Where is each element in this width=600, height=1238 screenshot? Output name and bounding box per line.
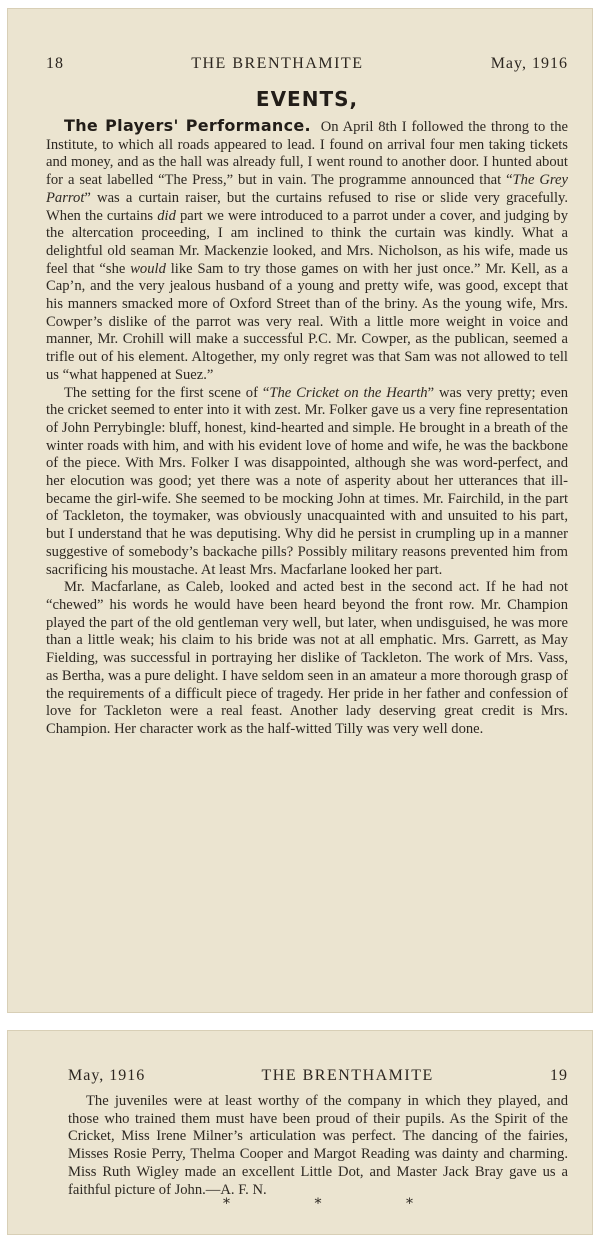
article-body <box>68 1093 568 1199</box>
magazine-title: THE BRENTHAMITE <box>261 1067 434 1084</box>
text-run: ” was a curtain raiser, but the curtains refused to rise or slide very gracefully. When the curtains <box>46 189 568 224</box>
text-run: On April 8th I followed the throng to the Institute, to which all roads appeared to lead. I found on arrival four men taking tickets and money, and as the hall was already full, I went round to another door. I hunted about for a seat labelled “The Press,” but in vain. The programme announced that “ <box>46 119 568 189</box>
issue-date: May, 1916 <box>490 55 568 72</box>
text-run: part we were introduced to a parrot under a cover, and judging by the altercation proceeding, I am inclined to think the curtain was kindly. What a delightful old seaman Mr. Mackenzie looked, and Mrs. Nicholson, as his wife, made us feel that “she <box>46 207 568 277</box>
article-body <box>46 117 568 739</box>
text-run: The setting for the first scene of “ <box>64 384 270 401</box>
text-run: ” was very pretty; even the cricket seemed to enter into it with zest. Mr. Folker gave us a very fine representation of John Perrybingle: bluff, honest, kind-hearted and simple. He brought in a breath of the winter roads with him, and with his evident love of home and wife, he was the backbone of the piece. With Mrs. Folker I was disappointed, although she was word-perfect, and her elocution was good; yet there was a note of asperity about her utterances that ill-became the girl-wife. She seemed to be mocking John at times. Mr. Fairchild, in the part of Tackleton, the toymaker, was obviously unacquainted with and unsuited to his part, but I understand that he was deputising. Why did he persist in crumpling up in a manner suggestive of somebody’s backache pills? Possibly military reasons prevented him from sacrificing his moustache. At least Mrs. Macfarlane looked her part. <box>46 384 568 578</box>
page-number: 19 <box>550 1067 568 1084</box>
text-run: like Sam to try those games on with her just once.” Mr. Kell, as a Cap’n, and the very jealous husband of a young and pretty wife, was good, except that his manners smacked more of Oxford Street than of the briny. As the young wife, Mrs. Cowper’s dislike of the parrot was very real. With a little more weight in voice and manner, Mr. Crohill will make a successful P.C. Mr. Cowper, as the publican, seemed a trifle out of his element. Altogether, my only regret was that Sam was not allowed to tell us “what happened at Suez.” <box>46 260 568 383</box>
play-title: The Grey Parrot <box>46 172 568 206</box>
page-number: 18 <box>46 55 64 72</box>
magazine-page-19 <box>7 1030 593 1235</box>
emphasis: did <box>157 207 176 224</box>
paragraph <box>46 117 568 385</box>
magazine-title: THE BRENTHAMITE <box>191 55 364 72</box>
play-title: The Cricket on the Hearth <box>269 384 428 401</box>
issue-date: May, 1916 <box>68 1067 146 1084</box>
emphasis: would <box>130 260 166 277</box>
paragraph: The juveniles were at least worthy of the company in which they played, and those who trained them must have been proud of their pupils. As the Spirit of the Cricket, Miss Irene Milner’s articulation was perfect. The dancing of the fairies, Misses Rosie Perry, Thelma Cooper and Margot Reading was dainty and charming. Miss Ruth Wigley made an excellent Little Dot, and Master Jack Bray gave us a faithful picture of John.—A. F. N. <box>68 1093 568 1198</box>
magazine-page-18 <box>7 8 593 1013</box>
article-title: The Players' Performance. <box>64 116 311 135</box>
paragraph: Mr. Macfarlane, as Caleb, looked and acted best in the second act. If he had not “chewed” his words he would have been heard beyond the front row. Mr. Champion played the part of the old gentleman very well, but later, when undisguised, he was more than a little weak; his claim to his bride was not at all emphatic. Mrs. Garrett, as May Fielding, was successful in portraying her dislike of Tackleton. The work of Mrs. Vass, as Bertha, was a pure delight. I have seldom seen in an amateur a more thorough grasp of the requirements of a difficult piece of tragedy. Her pride in her father and confession of love for Tackleton were a real feast. Another lady deserving great credit is Mrs. Champion. Her character work as the half-witted Tilly was very well done. <box>46 579 568 737</box>
section-title: EVENTS, <box>255 87 359 111</box>
running-header <box>46 55 568 73</box>
running-header <box>68 1067 568 1085</box>
paragraph <box>46 385 568 580</box>
section-ornament: * * * <box>223 1196 453 1213</box>
